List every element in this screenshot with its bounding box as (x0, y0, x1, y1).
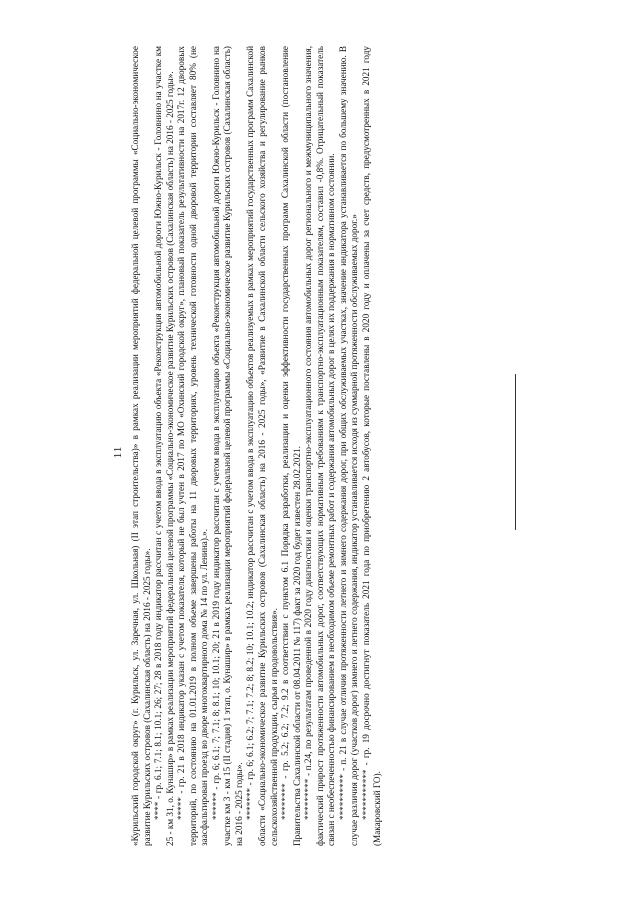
footnote-11-stars: *********** - гр. 19 досрочно достигнут показатель 2021 года по приобретению 2 автобусов, которые поставлены в 2020 году и оплачены за счет средств, предусмотренных в 2021 году (Макаровский ГО). (360, 46, 383, 846)
footnote-7-stars: ******* - гр. 6; 6.1; 6.2; 7; 7.1; 7.2; 8; 8.2; 10; 10.1; 10.2; индикатор рассчитан с учетом ввода в эксплуатацию объектов реализуемых в рамках мероприятий государственных программ Сахалинской области «Социально-экономическое развитие Курильских островов (Сахалинская область) на 2016 - 2025 годы», «Развитие в Сахалинской области сельского хозяйства и регулирование рынков сельскохозяйственной продукции, сырья и продовольствия». (245, 46, 279, 846)
footnote-5-stars: ***** - гр. 21 в 2018 индикатор указан с учетом показателя, который не был учтен в 2017 по МО «Охинский городской округ», плановый показатель результативности на 2017г. 12 дворовых территорий, по состоянию на 01.01.2019 в полном объеме завершены работы на 11 дворовых территориях, уровень технической готовности одной дворовой территории составляет 80% (не заасфальтирован проезд во дворе многоквартирного дома № 14 по ул. Ленина).». (176, 46, 210, 846)
page-number: 11 (112, 445, 124, 459)
footnote-6-stars: ****** - гр. 6; 6.1; 7; 7.1; 8; 8.1; 10; 10.1; 20; 21 в 2019 году индикатор рассчитан с учетом ввода в эксплуатацию объекта «Реконструкция автомобильной дороги Южно-Курильск - Головнино на участке км 3 - км 15 (II стадия) 1 этап, о. Кунашир» в рамках реализации мероприятий федеральной целевой программы «Социально-экономическое развитие Курильских островов (Сахалинская область) на 2016 - 2025 годы». (210, 46, 244, 846)
divider-line (515, 374, 516, 530)
footnote-10-stars: ********** - п. 21 в случае отличия протяженности летнего и зимнего содержания дорог, при общих обслуживаемых участках, значение индикатора устанавливается по большему значению. В случае различия дорог (участков дорог) зимнего и летнего содержания, индикатор устанавливается исходя из суммарной протяженности обслуживаемых дорог.» (337, 46, 360, 846)
footnote-4-stars: **** - гр. 6.1; 7.1; 8.1; 10.1; 26; 27; 28 в 2018 году индикатор рассчитан с учетом ввода в эксплуатацию объекта «Реконструкция автомобильной дороги Южно-Курильск - Головнино на участке км 25 - км 31, о. Кунашир» в рамках реализации мероприятий федеральной целевой программы «Социально-экономическое развитие Курильских островов (Сахалинская область) на 2016 - 2025 годы». (153, 46, 175, 846)
paragraph-continuation: «Курильский городской округ» (г. Курильск, ул. Заречная, ул. Школьная) (II этап строительства)» в рамках реализации мероприятий федеральной целевой программы «Социально-экономическое развитие Курильских островов (Сахалинская область) на 2016 - 2025 годы». (130, 46, 152, 846)
footnote-9-stars: ********* - п.24, по результатам проведенной в 2020 году диагностики и оценки транспортно-эксплуатационного состояния автомобильных дорог регионального и межмуниципального значения, фактический прирост протяженности автомобильных дорог, соответствующих нормативным требованиям к транспортно-эксплуатационным показателям, составил -0,8%. Отрицательный показатель связан с необеспеченностью финансированием в необходимом объеме ремонтных работ и содержания автомобильных дорог в целях их поддержания в нормативном состоянии. (303, 46, 337, 846)
footnote-8-stars: ******** - гр. 5.2; 6.2; 7.2; 9.2 в соответствии с пунктом 6.1 Порядка разработки, реализации и оценки эффективности государственных программ Сахалинской области (постановление Правительства Сахалинской области от 08.04.2011 № 117) факт за 2020 год будет известен 28.02.2021. (280, 46, 302, 846)
footnotes-block (130, 46, 384, 846)
